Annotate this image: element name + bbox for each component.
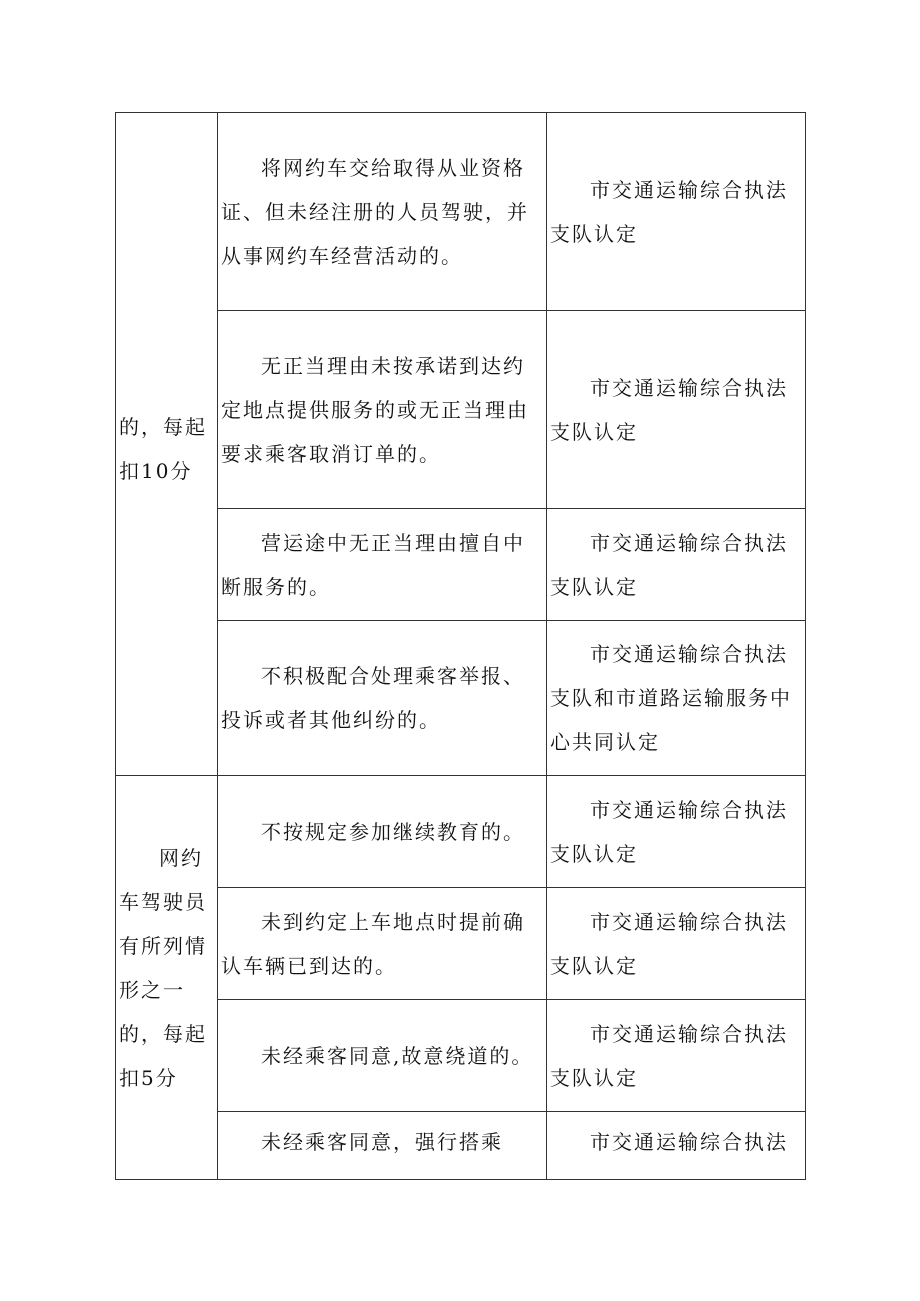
table-row	[116, 621, 806, 776]
category-cell	[116, 113, 218, 776]
table-row	[116, 1000, 806, 1112]
authority-cell: 市交通运输综合执法支队认定	[547, 311, 806, 509]
authority-cell: 市交通运输综合执法支队认定	[547, 113, 806, 311]
description-cell: 营运途中无正当理由擅自中断服务的。	[218, 509, 547, 621]
table-row	[116, 776, 806, 888]
authority-cell: 市交通运输综合执法	[547, 1112, 806, 1180]
table-row	[116, 113, 806, 311]
table-row	[116, 888, 806, 1000]
category-text: 的，每起扣10分	[119, 415, 207, 483]
description-cell: 未经乘客同意,故意绕道的。	[218, 1000, 547, 1112]
description-cell: 未到约定上车地点时提前确认车辆已到达的。	[218, 888, 547, 1000]
description-cell: 不按规定参加继续教育的。	[218, 776, 547, 888]
category-text: 网约车驾驶员有所列情形之一的，每起扣5分	[119, 845, 207, 1090]
authority-cell: 市交通运输综合执法支队和市道路运输服务中心共同认定	[547, 621, 806, 776]
rules-table	[115, 112, 806, 1180]
category-cell	[116, 776, 218, 1180]
authority-cell: 市交通运输综合执法支队认定	[547, 888, 806, 1000]
description-cell: 无正当理由未按承诺到达约定地点提供服务的或无正当理由要求乘客取消订单的。	[218, 311, 547, 509]
table-row	[116, 509, 806, 621]
description-cell: 将网约车交给取得从业资格证、但未经注册的人员驾驶，并从事网约车经营活动的。	[218, 113, 547, 311]
authority-cell: 市交通运输综合执法支队认定	[547, 1000, 806, 1112]
authority-cell: 市交通运输综合执法支队认定	[547, 776, 806, 888]
description-cell: 未经乘客同意，强行搭乘	[218, 1112, 547, 1180]
description-cell: 不积极配合处理乘客举报、投诉或者其他纠纷的。	[218, 621, 547, 776]
table-row	[116, 311, 806, 509]
authority-cell: 市交通运输综合执法支队认定	[547, 509, 806, 621]
table-row	[116, 1112, 806, 1180]
